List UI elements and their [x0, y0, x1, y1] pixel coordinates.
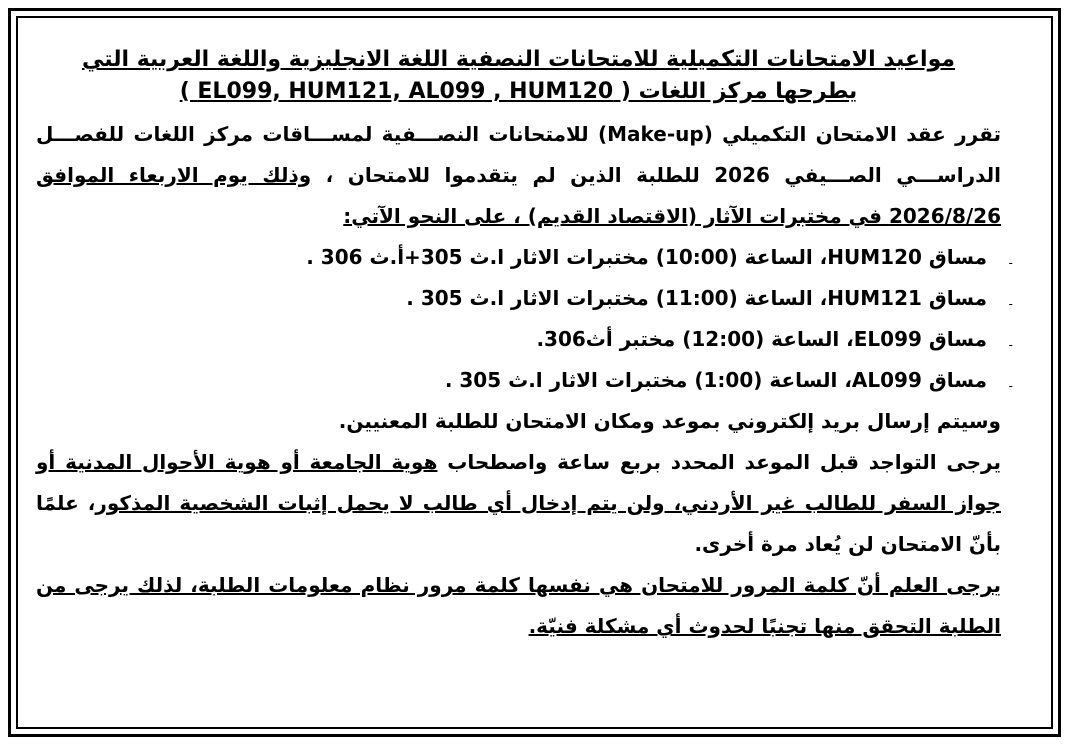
title-line-2: يطرحها مركز اللغات ( EL099, HUM121, AL099 , HUM120 ) [179, 79, 858, 104]
exam-date-location: وذلك يوم الاربعاء الموافق 2026/8/26 في مختبرات الآثار (الاقتصاد القديم) ، على النحو الآتي: [36, 163, 1001, 228]
intro-paragraph [36, 114, 1001, 237]
schedule-item-hum120: - مساق HUM120، الساعة (10:00) مختبرات الاثار ا.ث 305+أ.ث 306 . [36, 237, 1001, 278]
announcement [36, 44, 1001, 647]
schedule-item-el099: - مساق EL099، الساعة (12:00) مختبر أث306. [36, 319, 1001, 360]
attendance-text: يرجى التواجد قبل الموعد المحدد بربع ساعة واصطحاب [437, 450, 1001, 474]
announcement-title [36, 44, 1001, 108]
intro-text: تقرر عقد الامتحان التكميلي (Make-up) للامتحانات النصـــفية لمســـاقات مركز اللغات للفصـــل الدراســـي الصـــيفي 2026 للطلبة الذين لم يتقدموا للامتحان ، [36, 122, 1002, 187]
exam-schedule-list [36, 237, 1001, 401]
password-note: يرجى العلم أنّ كلمة المرور للامتحان هي نفسها كلمة مرور نظام معلومات الطلبة، لذلك يرجى من الطلبة التحقق منها تجنبًا لحدوث أي مشكلة فنيّة. [36, 573, 1001, 638]
attendance-paragraph [36, 442, 1001, 565]
schedule-item-hum121: - مساق HUM121، الساعة (11:00) مختبرات الاثار ا.ث 305 . [36, 278, 1001, 319]
schedule-item-al099: - مساق AL099، الساعة (1:00) مختبرات الاثار ا.ث 305 . [36, 360, 1001, 401]
email-note: وسيتم إرسال بريد إلكتروني بموعد ومكان الامتحان للطلبة المعنيين. [338, 409, 1001, 433]
title-line-1: مواعيد الامتحانات التكميلية للامتحانات النصفية اللغة الانجليزية واللغة العربية التي [82, 47, 955, 72]
id-requirement: هوية الجامعة أو هوية الأحوال المدنية أو جواز السفر للطالب غير الأردني، ولن يتم إدخال أي طالب لا يحمل إثبات الشخصية المذكور [36, 450, 1001, 515]
no-retake-note: ، علمًا بأنّ الامتحان لن يُعاد مرة أخرى. [36, 491, 1001, 556]
